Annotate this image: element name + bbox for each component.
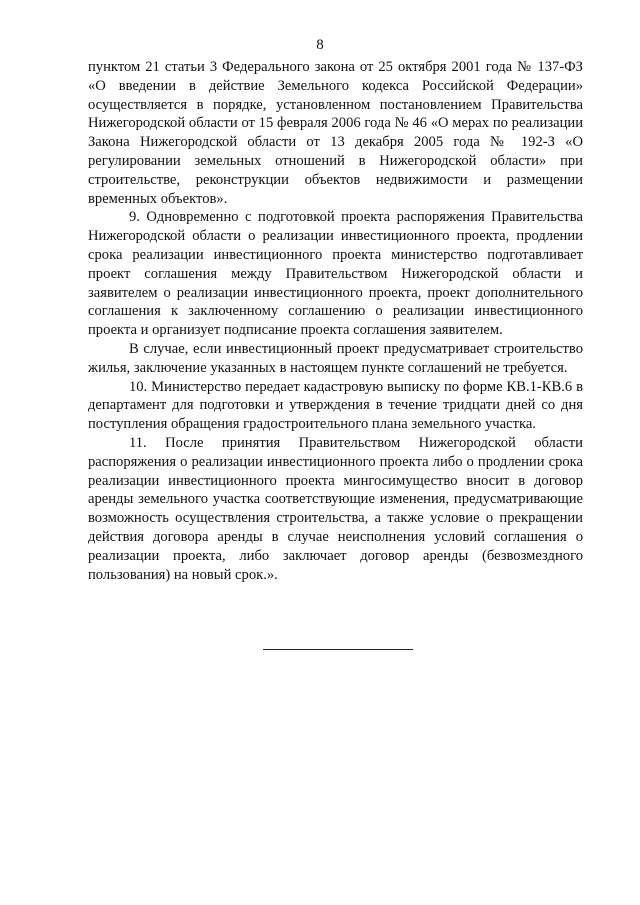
end-divider — [263, 649, 413, 650]
paragraph-item-9: 9. Одновременно с подготовкой проекта распоряжения Правительства Нижегородской области о реализации инвестиционного проекта, продлении срока реализации инвестиционного проекта министерство подготавливает проект соглашения между Правительством Нижегородской области и заявителем о реализации инвестиционного проекта, проект дополнительного соглашения к заключенному соглашению о реализации инвестиционного проекта и организует подписание проекта соглашения заявителем. — [88, 209, 583, 339]
paragraph-item-11: 11. После принятия Правительством Нижегородской области распоряжения о реализации инвестиционного проекта либо о продлении срока реализации инвестиционного проекта мингосимущество вносит в договор аренды земельного участка соответствующие изменения, предусматривающие возможность осуществления строительства, а также условие о прекращении действия договора аренды в случае неисполнения условий соглашения о реализации проекта, либо заключает договор аренды (безвозмездного пользования) на новый срок.». — [88, 434, 583, 583]
page-number: 8 — [316, 37, 324, 53]
paragraph-item-9-housing: В случае, если инвестиционный проект предусматривает строительство жилья, заключение указанных в настоящем пункте соглашений не требуется. — [88, 340, 583, 376]
document-body — [88, 58, 583, 584]
paragraph-item-10: 10. Министерство передает кадастровую выписку по форме КВ.1-КВ.6 в департамент для подготовки и утверждения в течение тридцати дней со дня поступления обращения градостроительного плана земельного участка. — [88, 378, 583, 433]
paragraph-continuation: пунктом 21 статьи 3 Федерального закона от 25 октября 2001 года № 137-ФЗ «О введении в действие Земельного кодекса Российской Федерации» осуществляется в порядке, установленном постановлением Правительства Нижегородской области от 15 февраля 2006 года № 46 «О мерах по реализации Закона Нижегородской области от 13 декабря 2005 года № 192-З «О регулировании земельных отношений в Нижегородской области» при строительстве, реконструкции объектов недвижимости и размещении временных объектов». — [88, 59, 583, 207]
